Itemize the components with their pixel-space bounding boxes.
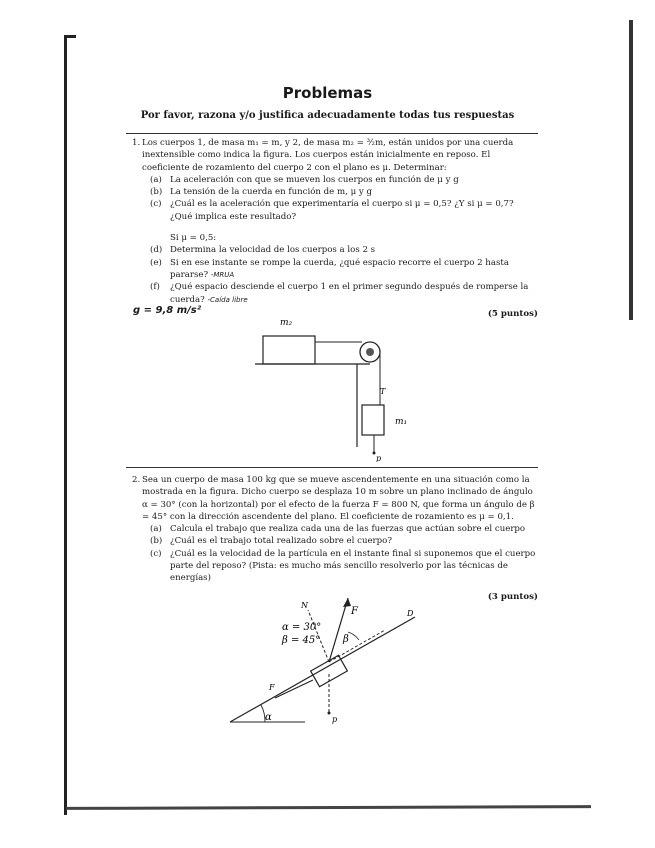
divider (126, 133, 538, 134)
label-friction: F (269, 683, 275, 692)
divider (126, 467, 538, 468)
handwritten-note-caida: -Caída libre (207, 295, 248, 304)
friction-vector (275, 680, 313, 698)
incline-figure (225, 592, 425, 742)
label-F: F (351, 606, 358, 617)
problem-2-item-a: (a) Calcula el trabajo que realiza cada una de las fuerzas que actúan sobre el cuerpo (150, 524, 526, 535)
label-weight: p (376, 454, 382, 462)
label-m2: m₂ (280, 318, 293, 328)
problem-2-item-b: (b) ¿Cuál es el trabajo total realizado sobre el cuerpo? (150, 536, 392, 547)
problem-2-intro: Sea un cuerpo de masa 100 kg que se mueve ascendentemente en una situación como la mostrada en la figura. Dicho cuerpo se desplaza 10 m sobre un plano inclinado de ángulo α = 30° (con la horizontal) por el efecto de la fuerza F = 800 N, que forma un ángulo de β = 45° con la dirección ascendente del plano. El coeficiente de rozamiento es μ = 0,1. (142, 475, 535, 522)
pulley-figure (250, 312, 420, 462)
problem-1-item-c: (c) ¿Cuál es la aceleración que experimentaría el cuerpo si μ = 0,5? ¿Y si μ = 0,7? ¿Qué implica este resultado? (150, 199, 514, 222)
problem-1-number: 1. (132, 138, 141, 148)
beta-equation: β = 45° (282, 635, 321, 646)
label-displacement: D (407, 609, 414, 618)
problem-2-number: 2. (132, 475, 141, 485)
scan-edge-top (64, 35, 76, 38)
label-beta: β (343, 634, 349, 645)
alpha-equation: α = 30° (282, 622, 322, 633)
label-m1: m₁ (395, 417, 408, 427)
problem-2 (132, 474, 538, 602)
label-alpha: α (265, 712, 272, 723)
problem-1-points: (5 puntos) (487, 308, 538, 319)
problem-1-item-a: (a) La aceleración con que se mueven los cuerpos en función de μ y g (150, 174, 459, 185)
label-normal: N (301, 601, 308, 610)
problem-1-intro: Los cuerpos 1, de masa m₁ = m, y 2, de masa m₂ = ³⁄₂m, están unidos por una cuerda inextensible como indica la figura. Los cuerpos están inicialmente en reposo. El coeficiente de rozamiento del cuerpo 2 con el plano es μ. Determinar: (142, 138, 514, 173)
page-title: Problemas (282, 84, 373, 102)
scan-edge-left (64, 35, 67, 815)
handwritten-gravity: g = 9,8 m/s² (133, 305, 202, 316)
pulley-axle (366, 348, 374, 356)
page-subtitle: Por favor, razona y/o justifica adecuadamente todas tus respuestas (140, 110, 515, 121)
label-weight-p: p (332, 715, 338, 724)
beta-arc (348, 632, 359, 640)
problem-1 (132, 137, 538, 320)
label-tension: T (380, 387, 386, 396)
scan-edge-right (629, 20, 633, 320)
block-m2 (263, 336, 315, 364)
problem-1-condition: Si μ = 0,5: (170, 233, 217, 244)
incline-plane (230, 617, 415, 722)
block-m1 (362, 405, 384, 435)
problem-2-points: (3 puntos) (487, 591, 538, 602)
force-F-vector (329, 598, 348, 662)
scan-edge-bottom (66, 805, 591, 810)
problem-1-item-b: (b) La tensión de la cuerda en función de m, μ y g (150, 187, 372, 198)
problem-1-item-f: (f) ¿Qué espacio desciende el cuerpo 1 en el primer segundo después de romperse la cuerda? -Caída libre (150, 282, 529, 305)
problem-1-item-d: (d) Determina la velocidad de los cuerpos a los 2 s (150, 245, 376, 256)
problem-2-item-c: (c) ¿Cuál es la velocidad de la partícula en el instante final si suponemos que el cuerpo parte del reposo? (Pista: es mucho más sencillo resolverlo por las técnicas de energías) (150, 548, 536, 584)
problem-1-item-e: (e) Si en ese instante se rompe la cuerda, ¿qué espacio recorre el cuerpo 2 hasta pararse? -MRUA (150, 257, 509, 280)
handwritten-note-mrua: -MRUA (210, 270, 235, 279)
